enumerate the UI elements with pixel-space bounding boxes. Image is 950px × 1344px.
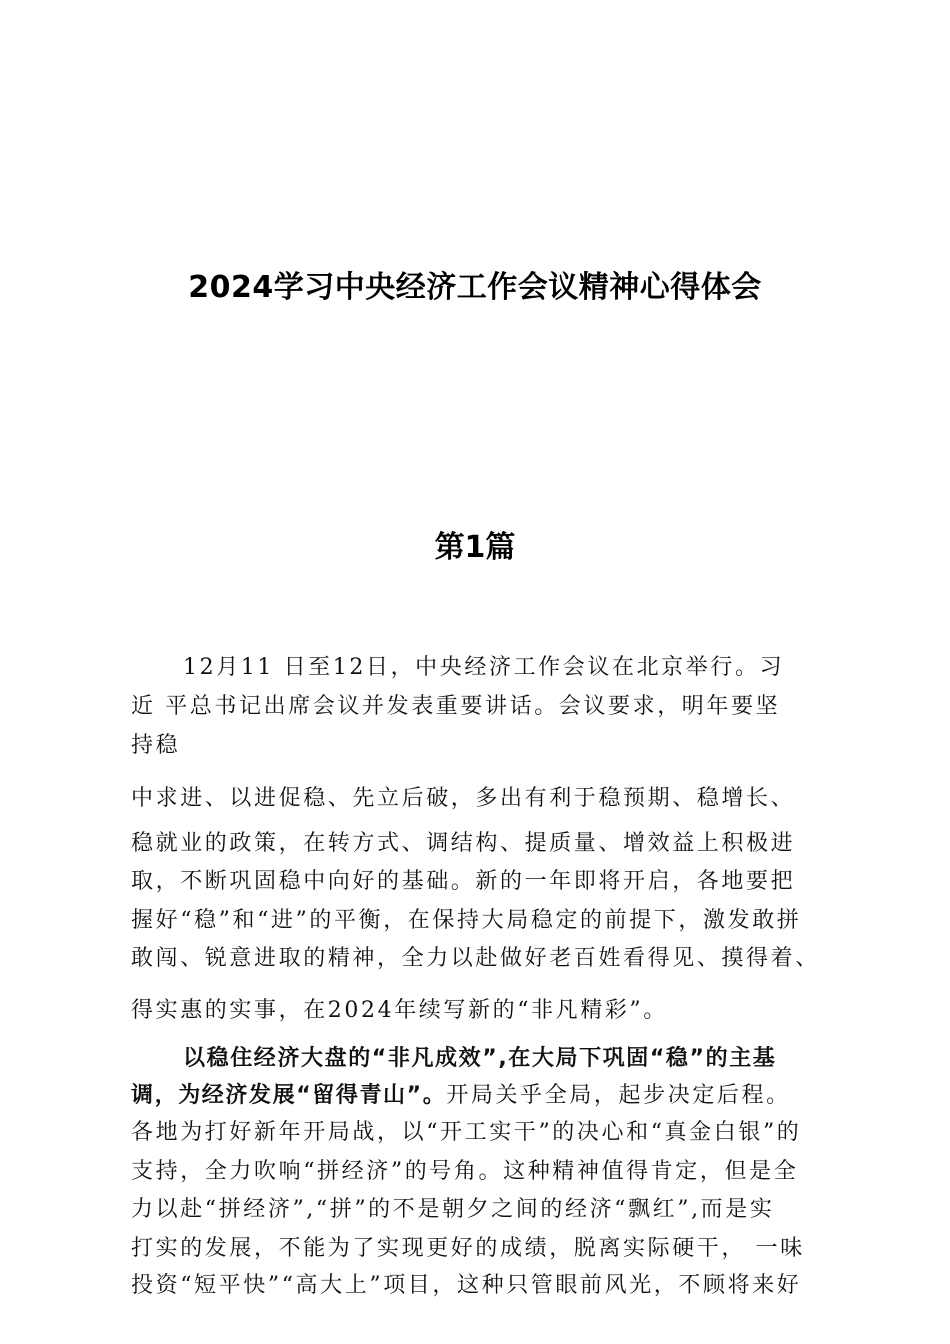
paragraph-line: 打实的发展，不能为了实现更好的成绩，脱离实际硬干， 一味 xyxy=(131,1236,805,1261)
paragraph-line: 力以赴“拼经济”,“拼”的不是朝夕之间的经济“飘红”,而是实 xyxy=(131,1197,775,1222)
document-title: 2024学习中央经济工作会议精神心得体会 xyxy=(188,270,762,305)
paragraph-line: 近 平总书记出席会议并发表重要讲话。会议要求，明年要坚 xyxy=(131,694,781,719)
paragraph-line: 支持，全力吹响“拼经济”的号角。这种精神值得肯定，但是全 xyxy=(131,1159,799,1184)
paragraph-line: 投资“短平快”“高大上”项目，这种只管眼前风光，不顾将来好 xyxy=(131,1273,802,1298)
paragraph-line: 得实惠的实事，在2024年续写新的“非凡精彩”。 xyxy=(131,998,668,1023)
bold-lead-text: 调，为经济发展“留得青山”。 xyxy=(131,1083,447,1108)
paragraph-line: 12月11 日至12日，中央经济工作会议在北京举行。习 xyxy=(183,655,785,680)
paragraph-line: 各地为打好新年开局战，以“开工实干”的决心和“真金白银”的 xyxy=(131,1120,802,1145)
paragraph-line: 中求进、以进促稳、先立后破，多出有利于稳预期、稳增长、 xyxy=(131,786,796,811)
paragraph-line: 稳就业的政策，在转方式、调结构、提质量、增效益上积极进 xyxy=(131,831,796,856)
bold-lead-line: 以稳住经济大盘的“非凡成效”,在大局下巩固“稳”的主基 xyxy=(183,1046,777,1071)
paragraph-line xyxy=(131,1078,791,1109)
section-heading: 第1篇 xyxy=(434,530,516,565)
paragraph-line: 持稳 xyxy=(131,733,181,758)
paragraph-text: 开局关乎全局，起步决定后程。 xyxy=(446,1083,791,1108)
paragraph-line: 取，不断巩固稳中向好的基础。新的一年即将开启，各地要把 xyxy=(131,869,796,894)
paragraph-line: 敢闯、锐意进取的精神，全力以赴做好老百姓看得见、摸得着、 xyxy=(131,946,820,971)
paragraph-line: 握好“稳”和“进”的平衡，在保持大局稳定的前提下，激发敢拼 xyxy=(131,908,802,933)
